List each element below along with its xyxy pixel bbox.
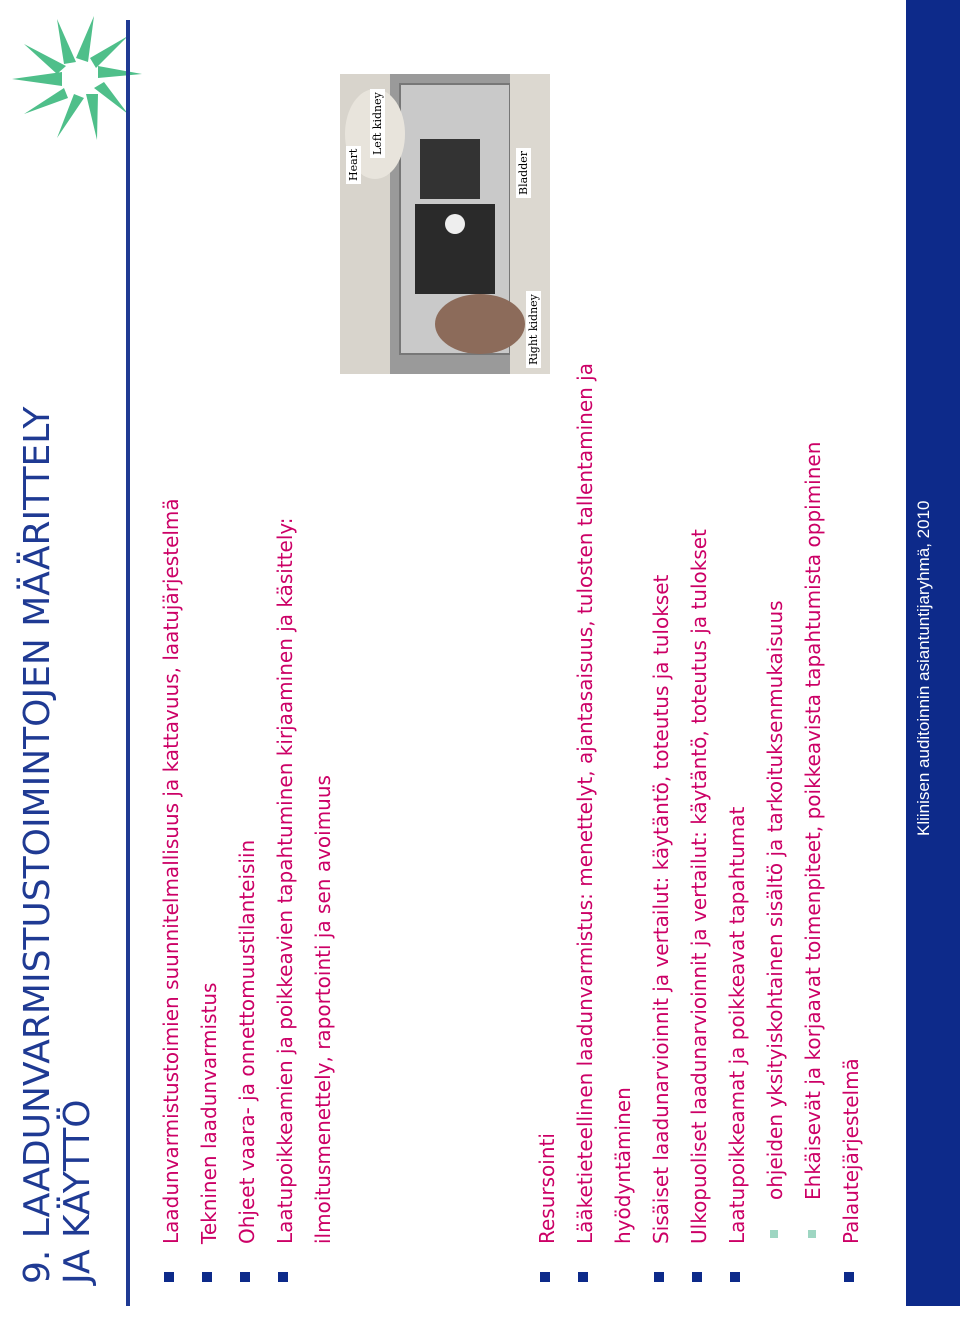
bullet-icon: [730, 1272, 740, 1282]
bullet-icon: [692, 1272, 702, 1282]
bullet-list-top: [152, 64, 342, 1244]
label-bladder: Bladder: [516, 148, 531, 198]
slide-title: [18, 284, 98, 1284]
footer-bar: [906, 0, 960, 1306]
list-item: Lääketieteellinen laadunvarmistus: menettelyt, ajantasaisuus, tulosten tallentaminen ja hyödyntäminen: [566, 224, 642, 1244]
list-item: Ohjeet vaara- ja onnettomuustilanteisiin: [228, 64, 266, 1244]
list-item: Resursointi: [528, 24, 566, 1244]
bullet-icon: [844, 1272, 854, 1282]
bullet-icon: [202, 1272, 212, 1282]
bullet-icon: [164, 1272, 174, 1282]
list-item: Laatupoikkeamat ja poikkeavat tapahtumat: [718, 24, 756, 1244]
bullet-icon: [240, 1272, 250, 1282]
label-left-kidney: Left kidney: [370, 89, 385, 158]
list-item: Laadunvarmistustoimien suunnitelmallisuus ja kattavuus, laatujärjestelmä: [152, 64, 190, 1244]
sub-bullet-icon: [770, 1230, 778, 1238]
footer-text: Kliinisen auditoinnin asiantuntijaryhmä, 2010: [914, 500, 933, 836]
bullet-icon: [578, 1272, 588, 1282]
list-item: Sisäiset laadunarvioinnit ja vertailut: käytäntö, toteutus ja tulokset: [642, 24, 680, 1244]
label-heart: Heart: [346, 146, 361, 184]
bullet-icon: [540, 1272, 550, 1282]
sub-list-item: ohjeiden yksityiskohtainen sisältö ja tarkoituksenmukaisuus: [756, 24, 794, 1244]
phantom-photo: [340, 74, 550, 374]
bullet-icon: [278, 1272, 288, 1282]
title-line-2: JA KÄYTTÖ: [57, 1099, 98, 1284]
list-item: Laatupoikkeamien ja poikkeavien tapahtuminen kirjaaminen ja käsittely: ilmoitusmenettely, raportointi ja sen avoimuus: [266, 394, 342, 1244]
list-item: Ulkopuoliset laadunarvioinnit ja vertailut: käytäntö, toteutus ja tulokset: [680, 24, 718, 1244]
list-item: Palautejärjestelmä: [832, 24, 870, 1244]
label-right-kidney: Right kidney: [526, 291, 541, 368]
bullet-icon: [654, 1272, 664, 1282]
title-line-1: 9. LAADUNVARMISTUSTOIMINTOJEN MÄÄRITTELY: [17, 406, 58, 1284]
header-divider: [126, 20, 130, 1306]
bullet-list-bottom: [528, 24, 870, 1244]
sub-bullet-icon: [808, 1230, 816, 1238]
list-item: Tekninen laadunvarmistus: [190, 64, 228, 1244]
sub-list-item: Ehkäisevät ja korjaavat toimenpiteet, poikkeavista tapahtumista oppiminen: [794, 24, 832, 1244]
